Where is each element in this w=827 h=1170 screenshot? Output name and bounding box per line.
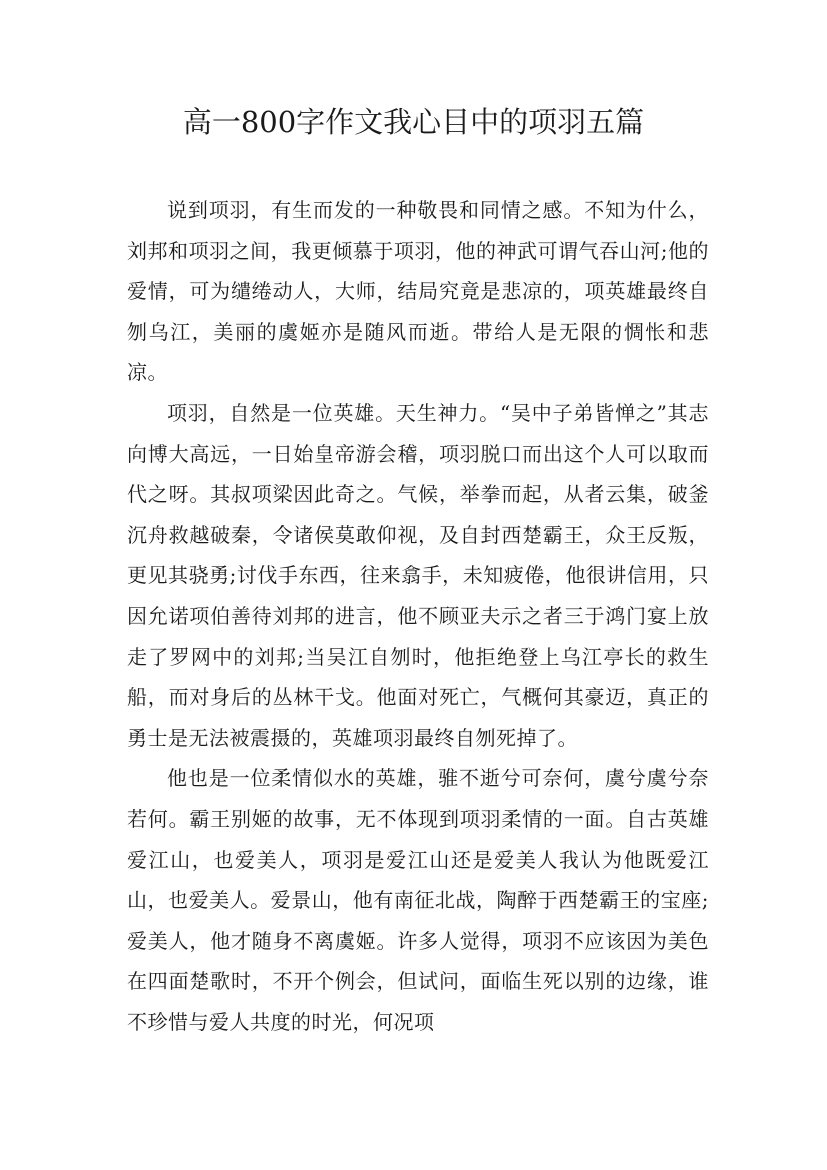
paragraph-3: 他也是一位柔情似水的英雄，骓不逝兮可奈何，虞兮虞兮奈若何。霸王别姬的故事，无不体现到项羽柔情的一面。自古英雄爱江山，也爱美人，项羽是爱江山还是爱美人我认为他既爱江山，也爱美人。爱景山，他有南征北战，陶醉于西楚霸王的宝座;爱美人，他才随身不离虞姬。许多人觉得，项羽不应该因为美色在四面楚歌时，不开个例会，但试问，面临生死以别的边缘，谁不珍惜与爱人共度的时光，何况项 [127,766,709,1034]
paragraph-1: 说到项羽，有生而发的一种敬畏和同情之感。不知为什么，刘邦和项羽之间，我更倾慕于项羽，他的神武可谓气吞山河;他的爱情，可为缱绻动人，大师，结局究竟是悲凉的，项英雄最终自刎乌江，美丽的虞姬亦是随风而逝。带给人是无限的惆怅和悲凉。 [127,198,709,385]
document-body [127,190,709,1042]
document-title: 高一800字作文我心目中的项羽五篇 [182,105,645,139]
paragraph-2: 项羽，自然是一位英雄。天生神力。“吴中子弟皆惮之”其志向博大高远，一日始皇帝游会稽，项羽脱口而出这个人可以取而代之呀。其叔项梁因此奇之。气候，举拳而起，从者云集，破釜沉舟救越破秦，令诸侯莫敢仰视，及自封西楚霸王，众王反叛，更见其骁勇;讨伐手东西，往来翕手，未知疲倦，他很讲信用，只因允诺项伯善待刘邦的进言，他不顾亚夫示之者三于鸿门宴上放走了罗网中的刘邦;当吴江自刎时，他拒绝登上乌江亭长的救生船，而对身后的丛林干戈。他面对死亡，气概何其豪迈，真正的勇士是无法被震摄的，英雄项羽最终自刎死掉了。 [127,400,709,750]
